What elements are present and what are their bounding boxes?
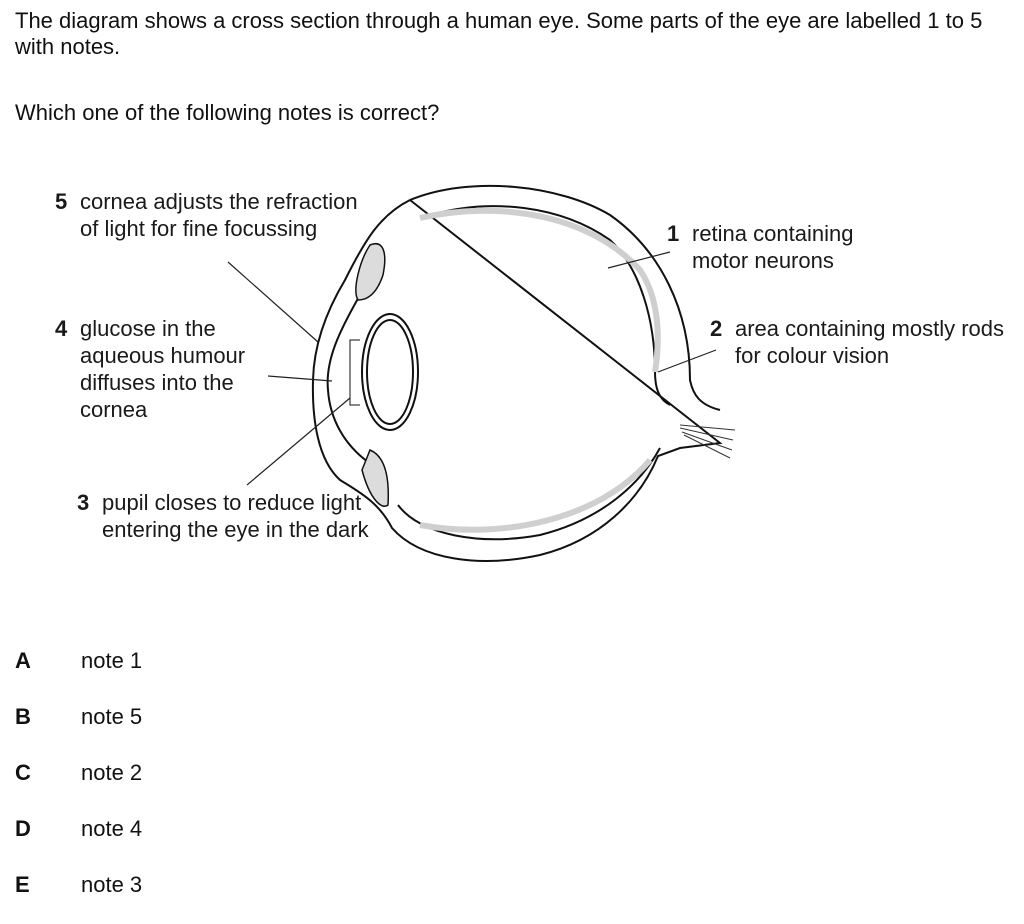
option-a[interactable]	[15, 646, 142, 676]
note-4-number: 4	[55, 316, 68, 341]
option-d[interactable]	[15, 814, 142, 844]
option-e-letter: E	[15, 872, 30, 897]
option-b-letter: B	[15, 704, 31, 729]
note-4-text: glucose in the aqueous humour diffuses into the cornea	[80, 316, 246, 422]
option-b-text: note 5	[81, 704, 143, 729]
note-3	[77, 489, 387, 543]
note-3-number: 3	[77, 490, 90, 515]
option-c[interactable]	[15, 758, 142, 788]
question-prompt: Which one of the following notes is correct?	[15, 100, 440, 125]
option-e[interactable]	[15, 870, 142, 900]
eye-diagram	[0, 170, 1024, 590]
option-c-text: note 2	[81, 760, 143, 785]
option-a-text: note 1	[81, 648, 143, 673]
note-5-number: 5	[55, 189, 68, 214]
option-c-letter: C	[15, 760, 31, 785]
note-5	[55, 188, 375, 242]
note-2	[710, 315, 1010, 369]
option-b[interactable]	[15, 702, 142, 732]
question-stem: The diagram shows a cross section through a human eye. Some parts of the eye are labelled 1 to 5 with notes.	[15, 8, 983, 59]
note-2-number: 2	[710, 316, 723, 341]
note-4	[55, 315, 270, 423]
note-1-number: 1	[667, 221, 680, 246]
option-d-text: note 4	[81, 816, 143, 841]
note-5-text: cornea adjusts the refraction of light for fine focussing	[80, 189, 358, 241]
option-e-text: note 3	[81, 872, 143, 897]
note-1	[667, 220, 897, 274]
note-1-text: retina containing motor neurons	[692, 221, 854, 273]
option-a-letter: A	[15, 648, 31, 673]
note-2-text: area containing mostly rods for colour vision	[735, 316, 1005, 368]
option-d-letter: D	[15, 816, 31, 841]
note-3-text: pupil closes to reduce light entering the eye in the dark	[102, 490, 369, 542]
